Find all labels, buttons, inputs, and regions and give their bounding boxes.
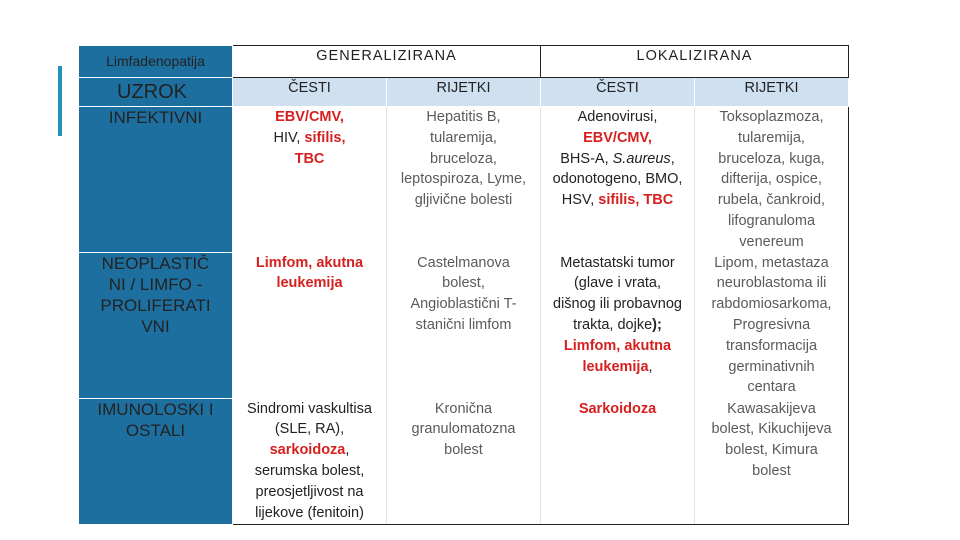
group-lokalizirana: LOKALIZIRANA [541, 46, 849, 78]
row-label-infektivni: INFEKTIVNI [79, 107, 233, 253]
row-label-neoplasticni: NEOPLASTIČ NI / LIMFO - PROLIFERATI VNI [79, 253, 233, 399]
sub-header-cesti-generalized: ČESTI [233, 78, 387, 107]
cell-neoplasticni-gen-cesti: Limfom, akutna leukemija [233, 253, 387, 399]
cell-neoplasticni-lok-cesti: Metastatski tumor (glave i vrata, dišnog ili probavnog trakta, dojke); Limfom, akutna leukemija, [541, 253, 695, 399]
table-row [79, 253, 849, 399]
cell-infektivni-lok-cesti: Adenovirusi, EBV/CMV, BHS-A, S.aureus, odonotogeno, BMO, HSV, sifilis, TBC [541, 107, 695, 253]
cell-imunoloski-lok-rijetki: Kawasakijeva bolest, Kikuchijeva bolest, Kimura bolest [695, 399, 849, 525]
uzrok-label: UZROK [79, 78, 233, 107]
cell-infektivni-lok-rijetki: Toksoplazmoza, tularemija, bruceloza, kuga, difterija, ospice, rubela, čankroid, lifogranuloma venereum [695, 107, 849, 253]
lymphadenopathy-table [78, 45, 849, 525]
row-label-imunoloski: IMUNOLOSKI I OSTALI [79, 399, 233, 525]
cell-infektivni-gen-cesti: EBV/CMV, HIV, sifilis, TBC [233, 107, 387, 253]
cell-infektivni-gen-rijetki: Hepatitis B, tularemija, bruceloza, leptospiroza, Lyme, gljivične bolesti [387, 107, 541, 253]
sub-header-rijetki-generalized: RIJETKI [387, 78, 541, 107]
group-generalizirana: GENERALIZIRANA [233, 46, 541, 78]
accent-bar [58, 66, 62, 136]
cell-imunoloski-gen-cesti: Sindromi vaskultisa (SLE, RA), sarkoidoza, serumska bolest, preosjetljivost na lijekove (fenitoin) [233, 399, 387, 525]
corner-label: Limfadenopatija [79, 46, 233, 78]
cell-imunoloski-lok-cesti: Sarkoidoza [541, 399, 695, 525]
table-row [79, 399, 849, 525]
sub-header-rijetki-localized: RIJETKI [695, 78, 849, 107]
sub-header-cesti-localized: ČESTI [541, 78, 695, 107]
cell-imunoloski-gen-rijetki: Kronična granulomatozna bolest [387, 399, 541, 525]
cell-neoplasticni-gen-rijetki: Castelmanova bolest, Angioblastični T- stanični limfom [387, 253, 541, 399]
table-row [79, 107, 849, 253]
cell-neoplasticni-lok-rijetki: Lipom, metastaza neuroblastoma ili rabdomiosarkoma, Progresivna transformacija germinativnih centara [695, 253, 849, 399]
